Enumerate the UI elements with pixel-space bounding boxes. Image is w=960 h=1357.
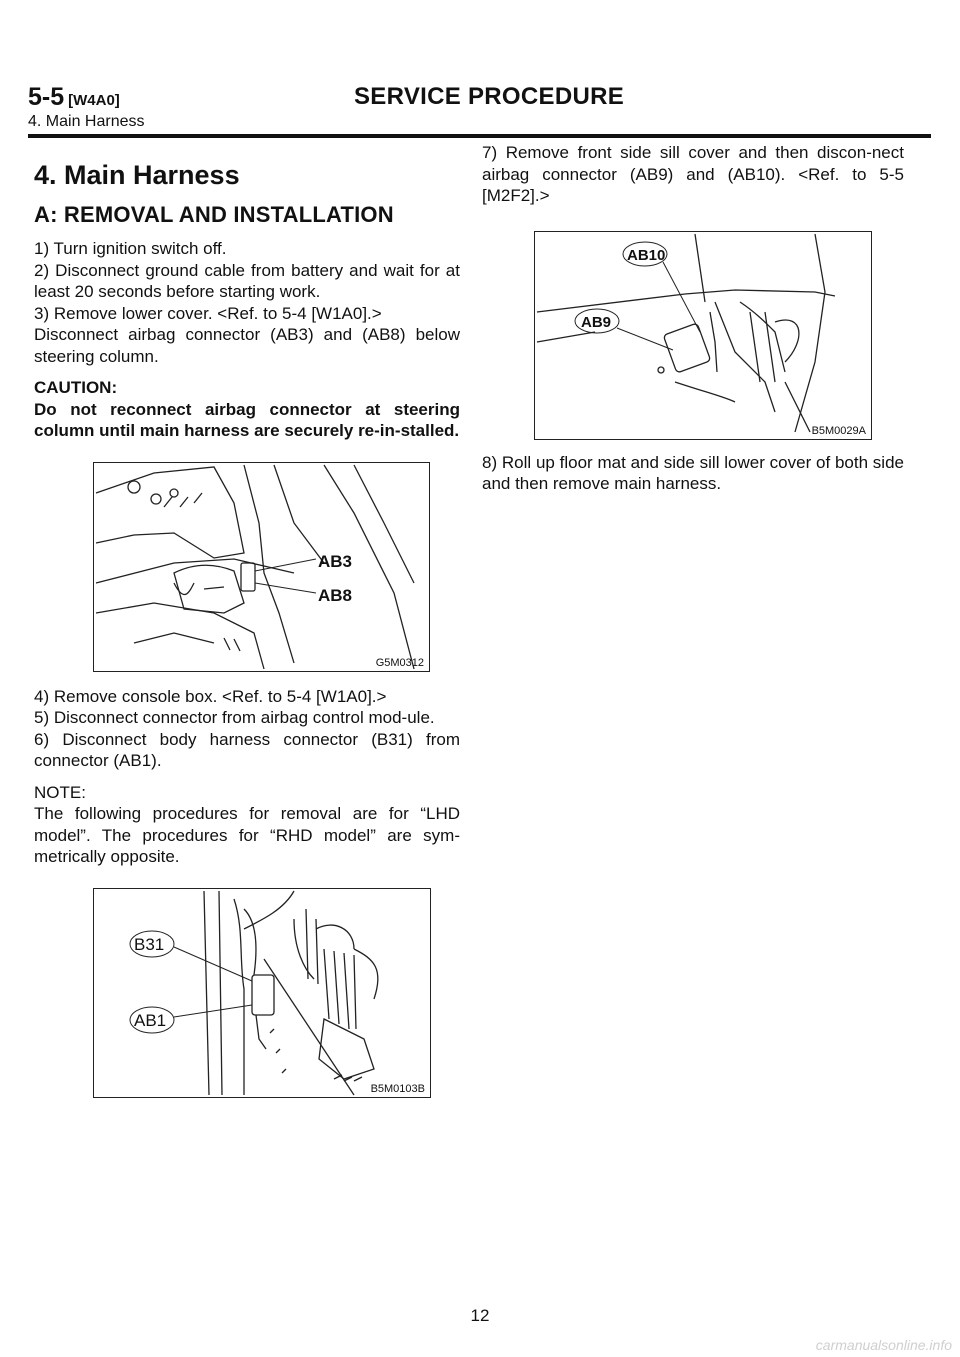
left-column xyxy=(34,160,460,1098)
section-code: [W4A0] xyxy=(68,92,120,109)
figure-side-sill-connectors xyxy=(534,231,872,440)
label-ab1: AB1 xyxy=(134,1010,167,1030)
steps-4-6 xyxy=(34,686,460,772)
header-section xyxy=(28,84,120,114)
caution-text: Do not reconnect airbag connector at steering column until main harness are securely re-in-stalled. xyxy=(34,399,460,440)
figure-code: B5M0029A xyxy=(811,424,866,437)
steering-column-illustration xyxy=(94,463,429,671)
caution-block xyxy=(34,377,460,442)
watermark: carmanualsonline.info xyxy=(815,1337,952,1353)
header-rule xyxy=(28,134,931,138)
section-number: 5-5 xyxy=(28,83,65,111)
step-1: 1) Turn ignition switch off. xyxy=(34,239,227,258)
step-3: 3) Remove lower cover. <Ref. to 5-4 [W1A0].> xyxy=(34,303,382,323)
label-ab9: AB9 xyxy=(581,313,612,331)
step-3-detail: Disconnect airbag connector (AB3) and (AB8) below steering column. xyxy=(34,325,460,366)
header-subtitle: 4. Main Harness xyxy=(28,113,145,130)
step-7: 7) Remove front side sill cover and then discon-nect airbag connector (AB9) and (AB10). <Ref. to 5-5 [M2F2].> xyxy=(482,143,904,205)
caution-label: CAUTION: xyxy=(34,378,118,397)
right-column xyxy=(482,142,904,495)
subsection-title: A: REMOVAL AND INSTALLATION xyxy=(34,202,394,227)
label-ab10: AB10 xyxy=(627,246,666,264)
figure-code: G5M0312 xyxy=(375,656,424,669)
step-8: 8) Roll up floor mat and side sill lower cover of both side and then remove main harness. xyxy=(482,452,904,493)
steps-1-3 xyxy=(34,238,460,367)
side-sill-illustration xyxy=(535,232,871,439)
step-4: 4) Remove console box. <Ref. to 5-4 [W1A0].> xyxy=(34,686,387,706)
label-b31: B31 xyxy=(134,934,165,954)
step-5: 5) Disconnect connector from airbag control mod-ule. xyxy=(34,708,435,727)
label-ab3: AB3 xyxy=(318,551,353,571)
figure-code: B5M0103B xyxy=(370,1082,425,1095)
note-label: NOTE: xyxy=(34,782,86,802)
section-title: 4. Main Harness xyxy=(34,160,240,190)
page-header xyxy=(28,83,932,130)
page-number: 12 xyxy=(470,1306,490,1325)
figure-steering-column-connectors xyxy=(93,462,430,672)
note-block xyxy=(34,782,460,868)
body-harness-illustration xyxy=(94,889,430,1097)
note-text: The following procedures for removal are for “LHD model”. The procedures for “RHD model” are sym-metrically opposite. xyxy=(34,804,460,866)
step-6: 6) Disconnect body harness connector (B31) from connector (AB1). xyxy=(34,729,460,770)
figure-body-harness-connector xyxy=(93,888,431,1098)
header-title: SERVICE PROCEDURE xyxy=(354,83,625,110)
label-ab8: AB8 xyxy=(318,585,353,605)
step-2: 2) Disconnect ground cable from battery and wait for at least 20 seconds before starting work. xyxy=(34,260,460,301)
